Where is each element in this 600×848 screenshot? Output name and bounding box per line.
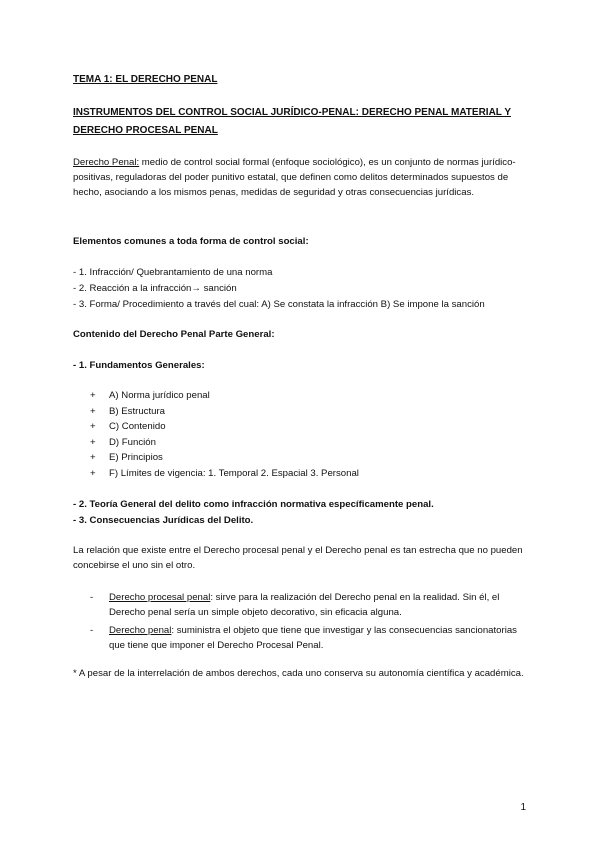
dash-item-text: : suministra el objeto que tiene que investigar y las consecuencias sancionatorias que tiene que imponer el Derecho Procesal Penal. (109, 625, 517, 651)
definition-paragraph (73, 155, 533, 200)
bullet-marker: + (90, 405, 96, 417)
definition-term: Derecho Penal: (73, 157, 140, 168)
fundamentos-heading: - 1. Fundamentos Generales: (73, 360, 205, 371)
content-heading: Contenido del Derecho Penal Parte General: (73, 329, 275, 340)
dash-item-text: : sirve para la realización del Derecho penal en la realidad. Sin él, el Derecho penal sería un simple objeto decorativo, sin eficacia alguna. (109, 592, 500, 618)
bullet-marker: + (90, 390, 96, 401)
list-item (73, 419, 533, 435)
fundamentos-list (73, 388, 533, 481)
list-item-text: B) Estructura (109, 405, 165, 417)
page-number: 1 (520, 802, 526, 813)
consecuencias-heading: - 3. Consecuencias Jurídicas del Delito. (73, 515, 254, 526)
bullet-marker: + (90, 421, 96, 432)
dash-item-term: Derecho procesal penal (109, 592, 211, 603)
list-item-text: F) Límites de vigencia: 1. Temporal 2. Espacial 3. Personal (109, 467, 359, 479)
list-item (73, 466, 533, 482)
dash-marker: - (90, 625, 94, 636)
element-item: - 1. Infracción/ Quebrantamiento de una norma (73, 267, 273, 278)
dash-marker: - (90, 592, 94, 603)
list-item-text: A) Norma jurídico penal (109, 390, 210, 401)
dash-item-term: Derecho penal (109, 625, 172, 636)
note-paragraph: * A pesar de la interrelación de ambos derechos, cada uno conserva su autonomía científica y académica. (73, 668, 524, 679)
bullet-marker: + (90, 436, 96, 448)
bullet-marker: + (90, 467, 96, 479)
elements-heading: Elementos comunes a toda forma de control social: (73, 236, 309, 247)
list-item (73, 388, 533, 404)
list-item-text: D) Función (109, 436, 156, 448)
dash-list (73, 590, 533, 656)
elements-list (73, 265, 533, 313)
element-item: - 2. Reacción a la infracción→ sanción (73, 283, 237, 294)
list-item (73, 404, 533, 420)
list-item (73, 623, 533, 653)
element-item: - 3. Forma/ Procedimiento a través del cual: A) Se constata la infracción B) Se impone la sanción (73, 299, 485, 310)
page-title: TEMA 1: EL DERECHO PENAL (73, 74, 218, 85)
relation-paragraph: La relación que existe entre el Derecho procesal penal y el Derecho penal es tan estrecha que no pueden concebirse el uno sin el otro. (73, 545, 523, 571)
list-item-text: E) Principios (109, 452, 163, 463)
list-item-text: C) Contenido (109, 421, 166, 432)
list-item (73, 450, 533, 466)
section-subtitle: INSTRUMENTOS DEL CONTROL SOCIAL JURÍDICO-PENAL: DERECHO PENAL MATERIAL Y DERECHO PROCESAL PENAL (73, 107, 511, 136)
teoria-heading: - 2. Teoría General del delito como infracción normativa específicamente penal. (73, 499, 434, 510)
definition-text: medio de control social formal (enfoque sociológico), es un conjunto de normas jurídico-positivas, reguladoras del poder punitivo estatal, que definen como delitos determinados supuestos de hecho, asociando a los mismos penas, medidas de seguridad y otras consecuencias jurídicas. (73, 157, 516, 198)
bullet-marker: + (90, 452, 96, 463)
list-item (73, 435, 533, 451)
list-item (73, 590, 533, 620)
